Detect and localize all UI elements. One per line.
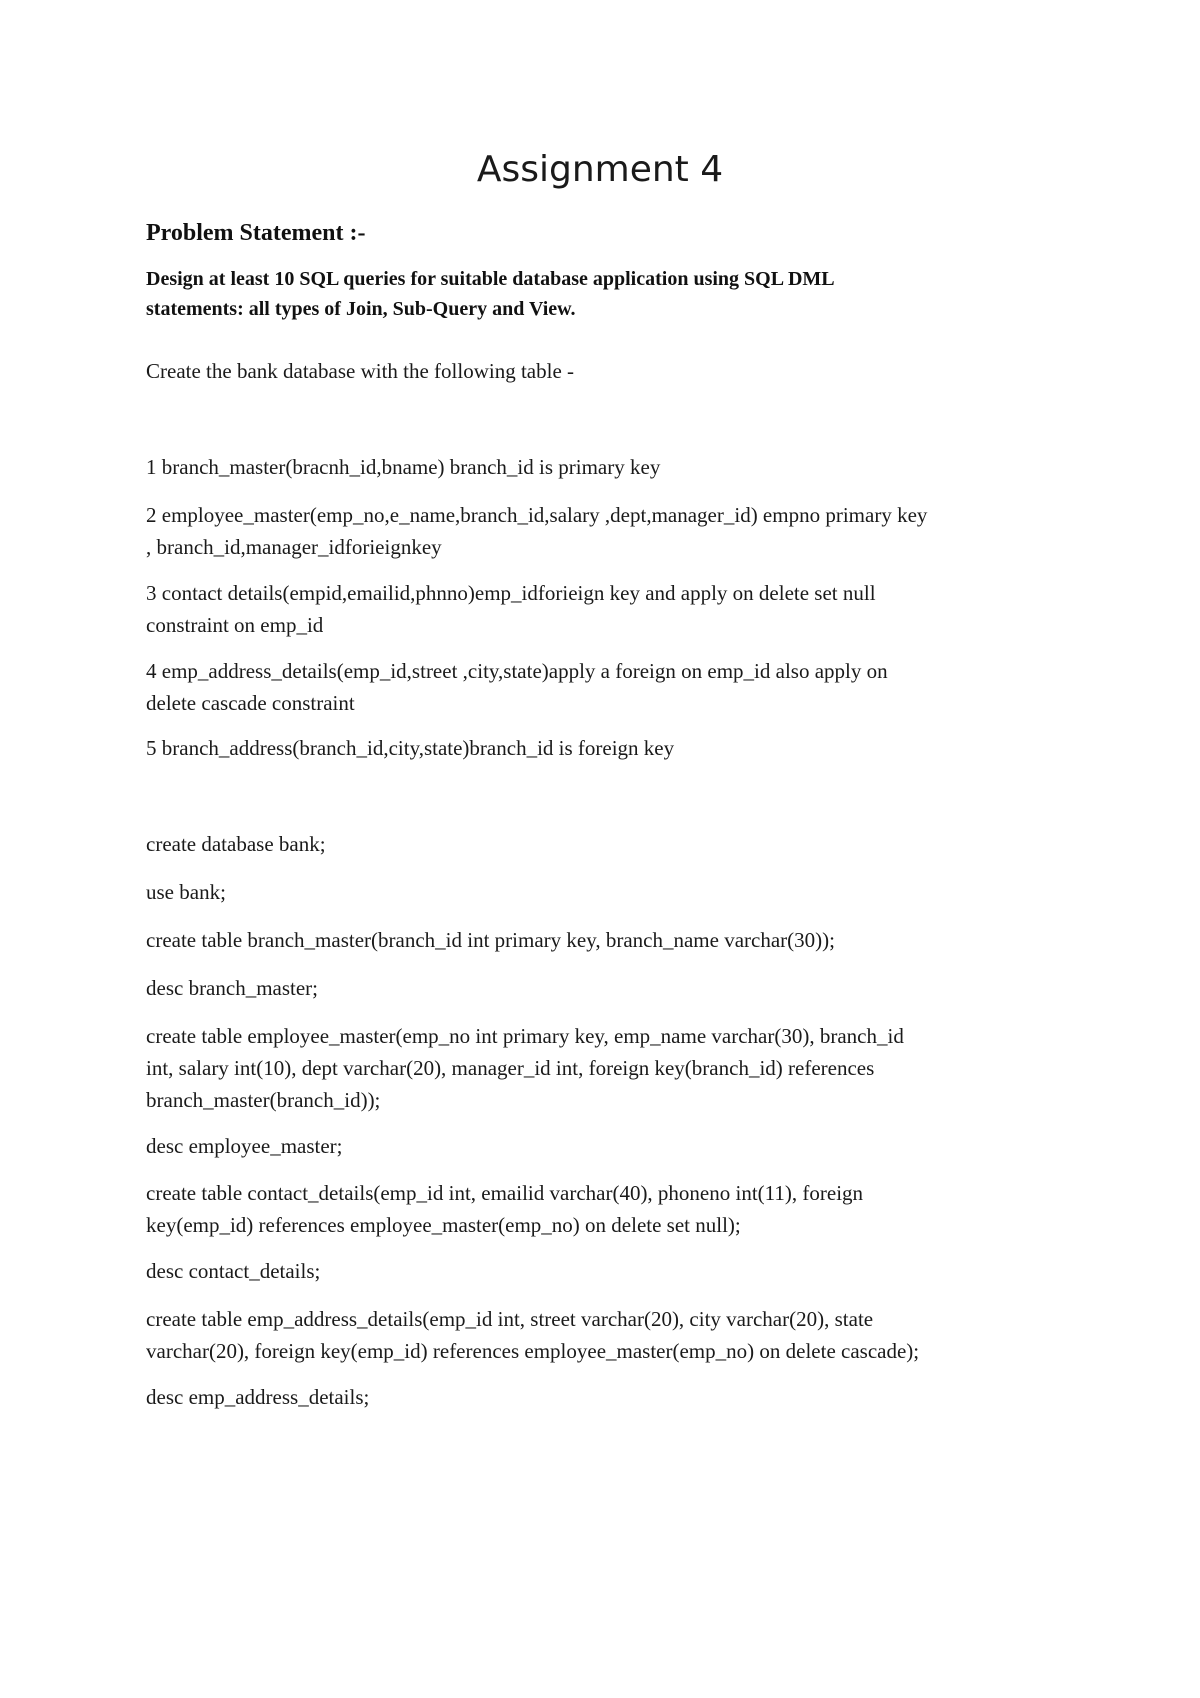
problem-statement-text xyxy=(146,264,1046,324)
sql-line: create table branch_master(branch_id int primary key, branch_name varchar(30)); xyxy=(146,928,835,952)
sql-statement xyxy=(146,1130,1076,1162)
sql-line: desc employee_master; xyxy=(146,1134,343,1158)
table-item-line: 4 emp_address_details(emp_id,street ,city,state)apply a foreign on emp_id also apply on xyxy=(146,659,888,683)
sql-statement xyxy=(146,972,1076,1004)
sql-statement xyxy=(146,1303,1076,1367)
sql-statement xyxy=(146,1255,1076,1287)
table-item-3 xyxy=(146,577,1076,641)
sql-statement xyxy=(146,1177,1076,1241)
problem-statement-line: statements: all types of Join, Sub-Query and View. xyxy=(146,298,576,320)
table-item-line: constraint on emp_id xyxy=(146,613,324,637)
table-item-4 xyxy=(146,655,1076,719)
problem-statement-line: Design at least 10 SQL queries for suitable database application using SQL DML xyxy=(146,268,835,290)
table-item-line: delete cascade constraint xyxy=(146,691,355,715)
table-item-1 xyxy=(146,451,1076,483)
sql-line: create database bank; xyxy=(146,832,326,856)
table-item-5 xyxy=(146,732,1076,764)
table-item-line: 3 contact details(empid,emailid,phnno)emp_idforieign key and apply on delete set null xyxy=(146,581,876,605)
sql-statement xyxy=(146,876,1076,908)
sql-line: int, salary int(10), dept varchar(20), manager_id int, foreign key(branch_id) references xyxy=(146,1056,875,1080)
sql-line: desc branch_master; xyxy=(146,976,319,1000)
sql-line: key(emp_id) references employee_master(emp_no) on delete set null); xyxy=(146,1213,741,1237)
sql-line: varchar(20), foreign key(emp_id) references employee_master(emp_no) on delete cascade); xyxy=(146,1339,920,1363)
sql-line: branch_master(branch_id)); xyxy=(146,1088,381,1112)
table-item-line: 1 branch_master(bracnh_id,bname) branch_id is primary key xyxy=(146,455,661,479)
table-item-line: 2 employee_master(emp_no,e_name,branch_id,salary ,dept,manager_id) empno primary key xyxy=(146,503,928,527)
sql-statement xyxy=(146,828,1076,860)
problem-statement-heading: Problem Statement :- xyxy=(146,220,366,246)
table-item-line: , branch_id,manager_idforieignkey xyxy=(146,535,442,559)
sql-line: desc emp_address_details; xyxy=(146,1385,370,1409)
sql-line: create table contact_details(emp_id int, emailid varchar(40), phoneno int(11), foreign xyxy=(146,1181,864,1205)
sql-line: create table emp_address_details(emp_id int, street varchar(20), city varchar(20), state xyxy=(146,1307,874,1331)
sql-statement xyxy=(146,924,1076,956)
document-title: Assignment 4 xyxy=(476,149,724,190)
intro-paragraph: Create the bank database with the following table - xyxy=(146,359,575,383)
sql-line: desc contact_details; xyxy=(146,1259,321,1283)
table-item-line: 5 branch_address(branch_id,city,state)branch_id is foreign key xyxy=(146,736,675,760)
sql-line: use bank; xyxy=(146,880,226,904)
sql-statement xyxy=(146,1020,1076,1116)
sql-line: create table employee_master(emp_no int primary key, emp_name varchar(30), branch_id xyxy=(146,1024,904,1048)
table-item-2 xyxy=(146,499,1076,563)
sql-statement xyxy=(146,1381,1076,1413)
